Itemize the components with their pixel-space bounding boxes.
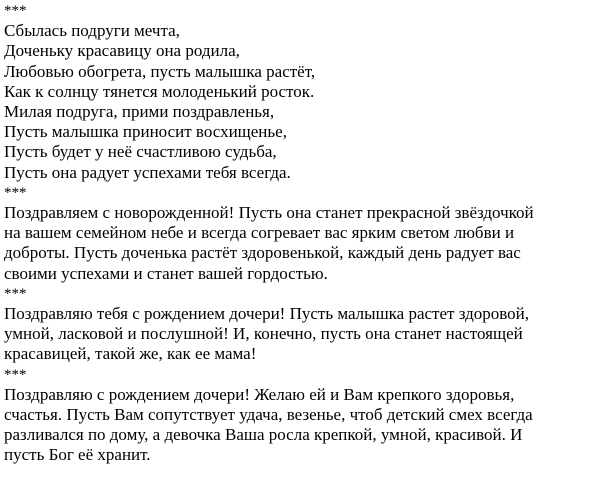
poem-line: Как к солнцу тянется молоденький росток. <box>4 81 315 101</box>
paragraph-line: доброты. Пусть доченька растёт здоровенькой, каждый день радует вас <box>4 243 521 263</box>
greetings-document <box>4 1 610 466</box>
poem-line: Пусть малышка приносит восхищенье, <box>4 122 287 142</box>
section-separator: *** <box>4 366 27 383</box>
section-separator: *** <box>4 3 27 19</box>
poem-line: Сбылась подруги мечта, <box>4 21 180 41</box>
poem-block <box>4 21 610 183</box>
greeting-paragraph <box>4 385 610 466</box>
paragraph-line: Поздравляем с новорожденной! Пусть она станет прекрасной звёздочкой <box>4 203 534 223</box>
poem-line: Доченьку красавицу она родила, <box>4 41 240 61</box>
section-separator: *** <box>4 285 27 302</box>
paragraph-line: Поздравляю тебя с рождением дочери! Пусть малышка растет здоровой, <box>4 304 530 324</box>
paragraph-line: пусть Бог её хранит. <box>4 445 151 465</box>
paragraph-line: умной, ласковой и послушной! И, конечно, пусть она станет настоящей <box>4 324 523 344</box>
poem-line: Милая подруга, прими поздравленья, <box>4 102 275 122</box>
poem-line: Пусть будет у неё счастливою судьба, <box>4 142 277 162</box>
section-separator: *** <box>4 184 27 201</box>
greeting-paragraph <box>4 304 610 365</box>
paragraph-line: красавицей, такой же, как ее мама! <box>4 344 257 364</box>
poem-line: Пусть она радует успехами тебя всегда. <box>4 162 291 182</box>
paragraph-line: Поздравляю с рождением дочери! Желаю ей и Вам крепкого здоровья, <box>4 384 515 404</box>
poem-line: Любовью обогрета, пусть малышка растёт, <box>4 61 316 81</box>
greeting-paragraph <box>4 203 610 284</box>
paragraph-line: счастья. Пусть Вам сопутствует удача, везенье, чтоб детский смех всегда <box>4 405 533 425</box>
paragraph-line: своими успехами и станет вашей гордостью. <box>4 263 328 283</box>
paragraph-line: разливался по дому, а девочка Ваша росла крепкой, умной, красивой. И <box>4 425 523 445</box>
paragraph-line: на вашем семейном небе и всегда согревает вас ярким светом любви и <box>4 223 515 243</box>
